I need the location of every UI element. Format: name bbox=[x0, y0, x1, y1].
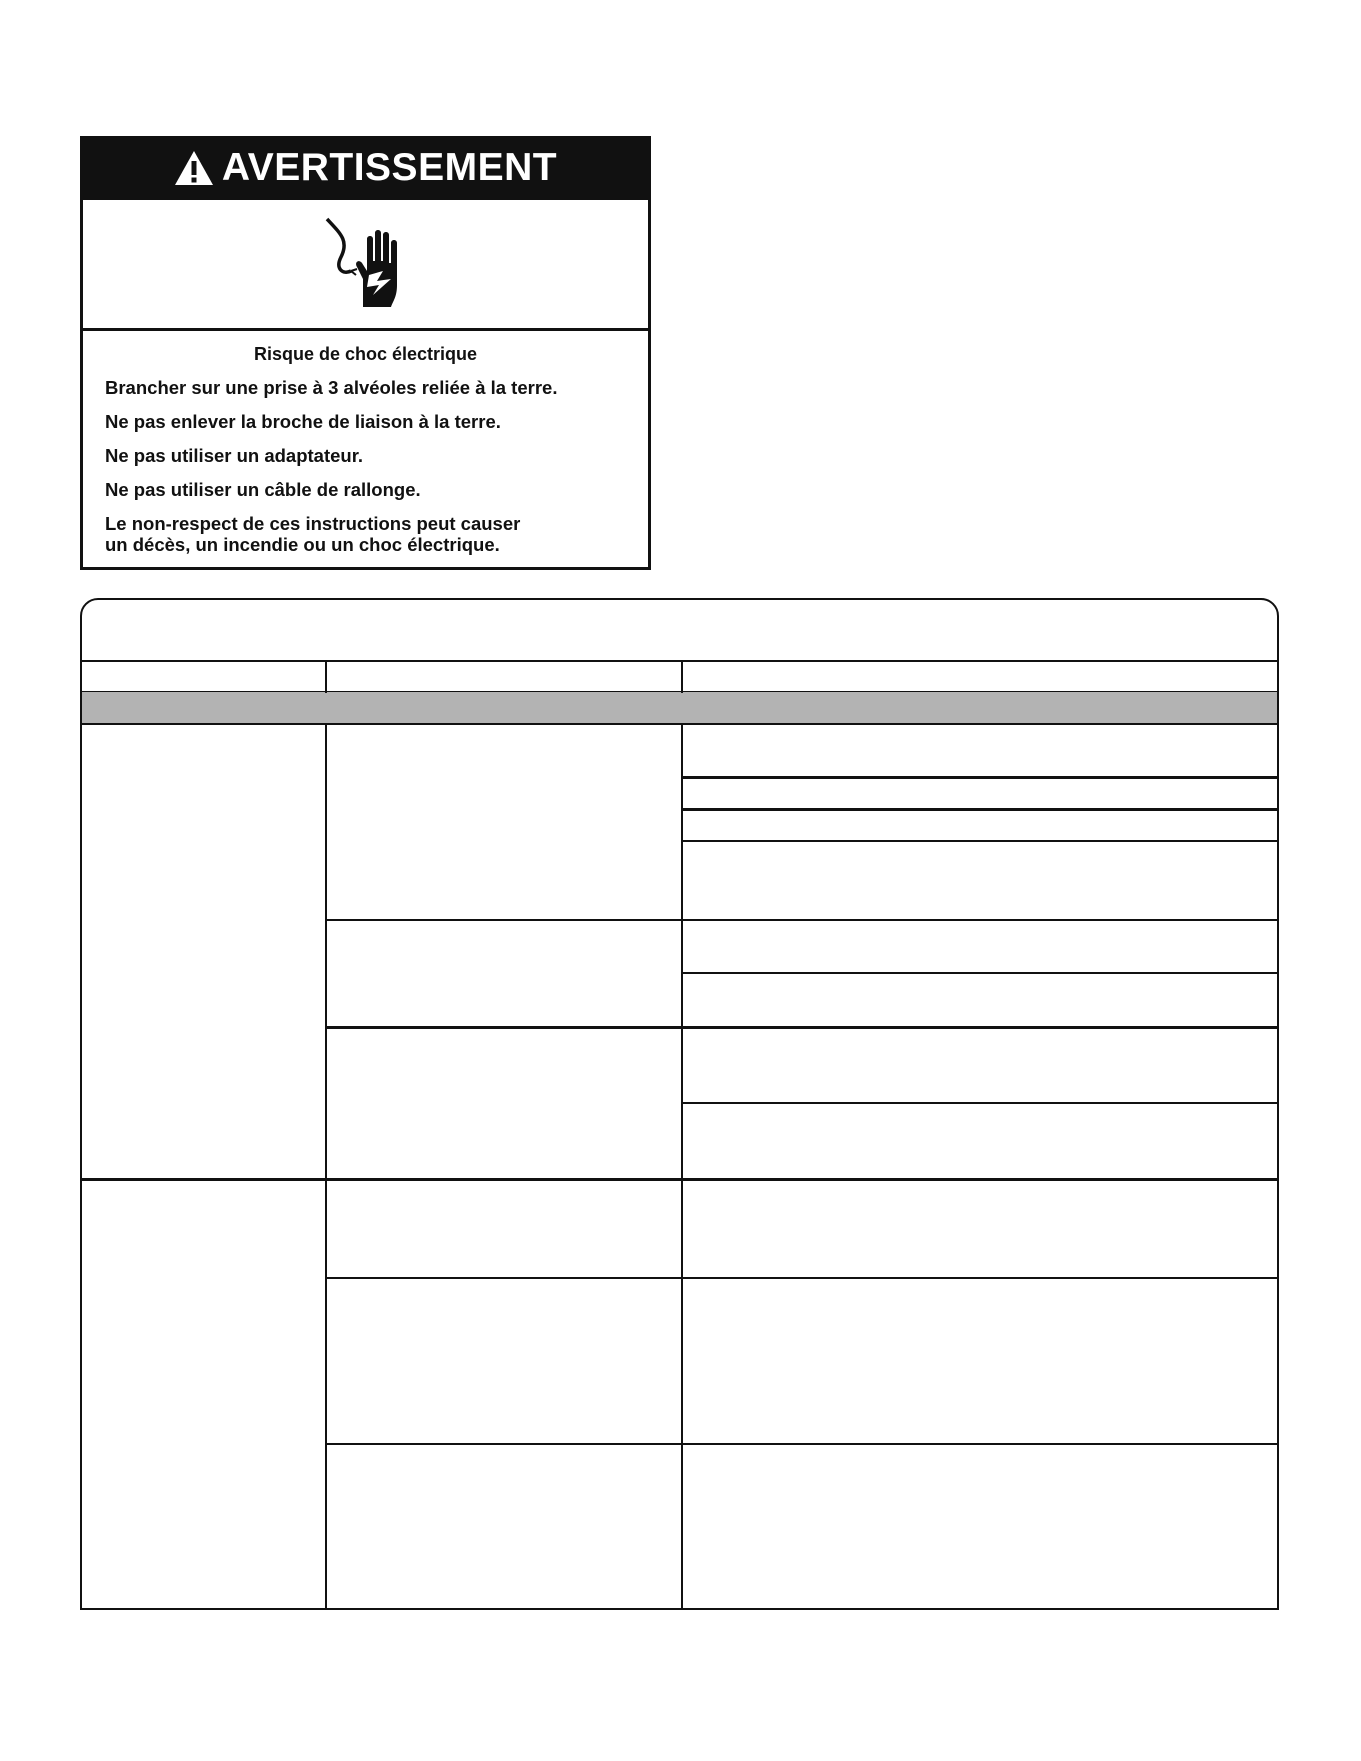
troubleshooting-table bbox=[80, 598, 1279, 1610]
warning-line: Ne pas enlever la broche de liaison à la terre. bbox=[105, 411, 501, 432]
table-column-divider bbox=[325, 723, 327, 1608]
table-row-divider bbox=[325, 1277, 1277, 1279]
table-row-divider bbox=[681, 1102, 1277, 1104]
table-row-divider bbox=[681, 840, 1277, 842]
warning-pictogram-area bbox=[83, 200, 648, 331]
warning-line: Ne pas utiliser un adaptateur. bbox=[105, 445, 364, 466]
table-section-band-bottom bbox=[82, 723, 1277, 725]
warning-line: Brancher sur une prise à 3 alvéoles reliée à la terre. bbox=[105, 377, 558, 398]
table-row-divider bbox=[681, 972, 1277, 974]
warning-triangle-icon bbox=[174, 150, 214, 186]
warning-label bbox=[80, 136, 651, 570]
table-row-divider bbox=[681, 776, 1277, 779]
table-column-divider bbox=[681, 660, 683, 693]
warning-title: AVERTISSEMENT bbox=[221, 146, 558, 189]
table-row-divider bbox=[325, 919, 1277, 921]
table-row-divider bbox=[325, 1443, 1277, 1445]
electric-shock-hand-icon bbox=[311, 209, 421, 319]
table-column-divider bbox=[325, 660, 327, 693]
warning-consequence-line: un décès, un incendie ou un choc électrique. bbox=[105, 534, 500, 555]
table-group-divider bbox=[82, 1178, 1277, 1181]
table-section-band bbox=[82, 692, 1277, 723]
table-header-divider bbox=[82, 660, 1277, 662]
warning-heading: Risque de choc électrique bbox=[253, 344, 478, 364]
table-column-divider bbox=[681, 723, 683, 1608]
warning-text bbox=[83, 331, 648, 555]
table-row-divider bbox=[681, 808, 1277, 811]
warning-header bbox=[83, 139, 648, 200]
warning-line: Ne pas utiliser un câble de rallonge. bbox=[105, 479, 421, 500]
table-row-divider bbox=[325, 1026, 1277, 1029]
warning-consequence-line: Le non-respect de ces instructions peut causer bbox=[105, 513, 521, 534]
